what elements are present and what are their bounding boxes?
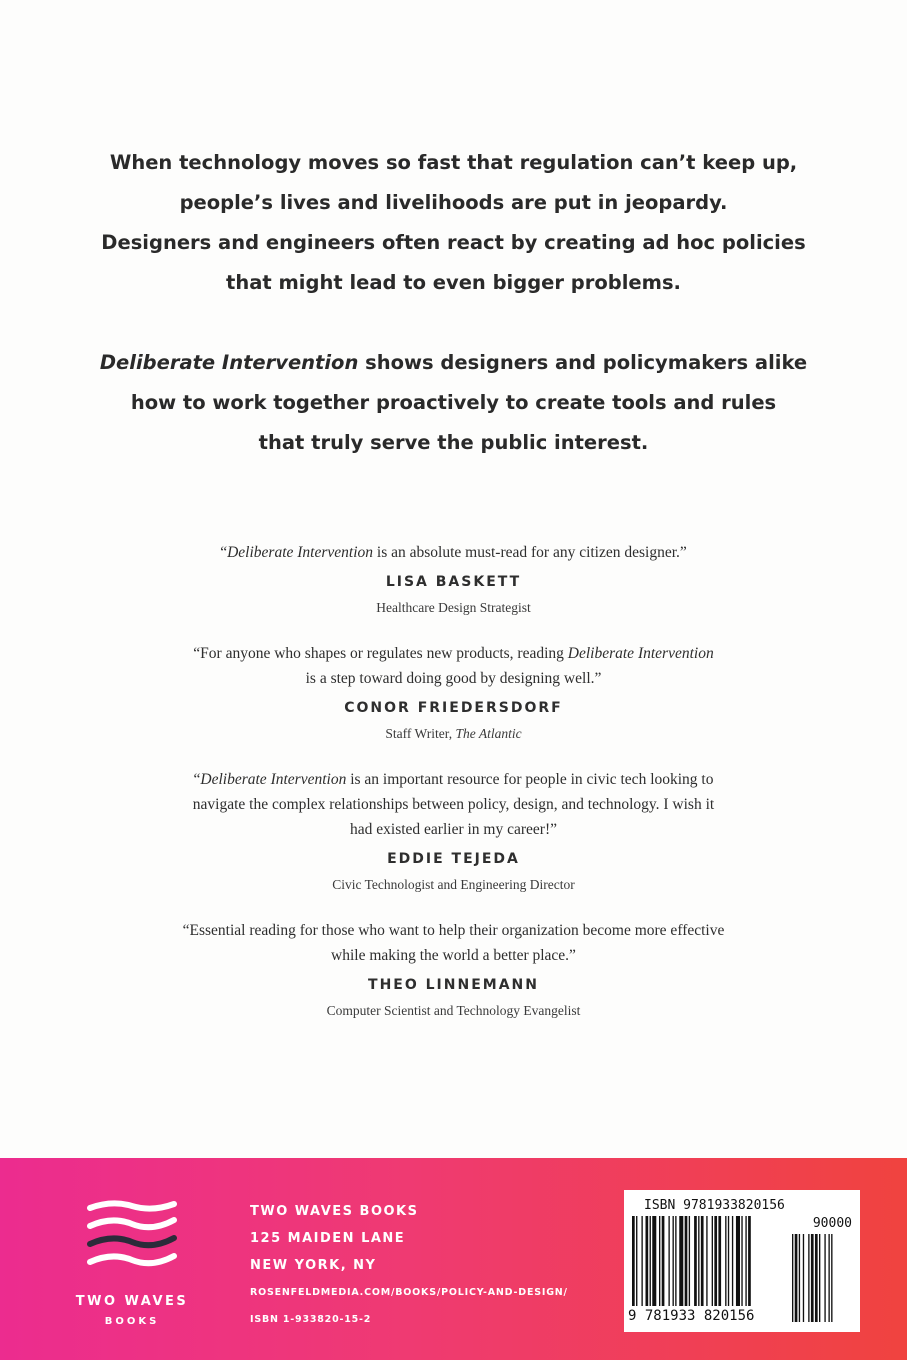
testimonial-author: EDDIE TEJEDA <box>387 851 520 867</box>
barcode-addon-bar <box>795 1234 798 1322</box>
description-paragraph-1 <box>0 143 907 303</box>
testimonial <box>0 918 907 1020</box>
testimonial-role: Civic Technologist and Engineering Director <box>332 877 575 892</box>
book-title: Deliberate Intervention <box>227 544 374 561</box>
description-line-rest: shows designers and policymakers alike <box>358 351 808 374</box>
barcode-bar <box>741 1216 742 1306</box>
testimonial-quote: “For anyone who shapes or regulates new products, reading Deliberate Intervention is a step toward doing good by designing well.” <box>193 645 714 687</box>
barcode-isbn: ISBN 9781933820156 <box>644 1198 785 1213</box>
description-line: When technology moves so fast that regulation can’t keep up, <box>109 151 798 174</box>
barcode-bar <box>712 1216 713 1306</box>
isbn-short: ISBN 1-933820-15-2 <box>250 1314 372 1325</box>
barcode-bar <box>662 1216 665 1306</box>
barcode-addon-bar <box>808 1234 809 1322</box>
description-line: Designers and engineers often react by creating ad hoc policies <box>101 231 806 254</box>
barcode-bar <box>714 1216 717 1306</box>
testimonial <box>0 767 907 894</box>
barcode-bar <box>675 1216 676 1306</box>
barcode-addon-bar <box>803 1234 804 1322</box>
isbn-barcode <box>624 1190 860 1332</box>
publisher-name: TWO WAVES BOOKS <box>250 1204 419 1219</box>
barcode-addon-bar <box>792 1234 793 1322</box>
barcode-bar <box>718 1216 721 1306</box>
description-line: that might lead to even bigger problems. <box>226 271 681 294</box>
barcode-digits: 9 781933 820156 <box>628 1308 755 1324</box>
testimonial <box>0 540 907 617</box>
barcode-bar <box>694 1216 697 1306</box>
barcode-bar <box>701 1216 704 1306</box>
barcode-addon: 90000 <box>812 1216 852 1231</box>
testimonial-role: Staff Writer, The Atlantic <box>385 726 522 741</box>
barcode-addon-bar <box>824 1234 825 1322</box>
barcode-bar <box>668 1216 669 1306</box>
publisher-info <box>250 1198 568 1333</box>
book-title: Deliberate Intervention <box>99 351 359 374</box>
testimonial-author: THEO LINNEMANN <box>368 977 539 993</box>
testimonial-role: Computer Scientist and Technology Evangelist <box>326 1003 581 1018</box>
testimonial-quote: “Deliberate Intervention is an important resource for people in civic tech looking to navigate the complex relationships between policy, design, and technology. I wish it had existed earlier in my career!” <box>192 771 715 838</box>
book-title: Deliberate Intervention <box>567 645 714 662</box>
barcode-bar <box>698 1216 699 1306</box>
barcode-bar <box>673 1216 674 1306</box>
barcode-bar <box>650 1216 651 1306</box>
barcode-bar <box>679 1216 683 1306</box>
barcode-addon-bar <box>799 1234 800 1322</box>
barcode-addon-bar <box>811 1234 814 1322</box>
barcode-bar <box>736 1216 740 1306</box>
waves-icon <box>62 1198 202 1288</box>
barcode-bar <box>745 1216 746 1306</box>
barcode-addon-bar <box>828 1234 829 1322</box>
publisher-address-1: 125 MAIDEN LANE <box>250 1231 406 1246</box>
barcode-bar <box>725 1216 726 1306</box>
barcode-bar <box>689 1216 690 1306</box>
two-waves-logo <box>62 1198 202 1348</box>
testimonial-quote: “Deliberate Intervention is an absolute must-read for any citizen designer.” <box>220 544 687 561</box>
testimonial-author: CONOR FRIEDERSDORF <box>344 700 563 716</box>
barcode-bar <box>728 1216 729 1306</box>
logo-subtitle: BOOKS <box>104 1316 160 1327</box>
barcode-bar <box>706 1216 707 1306</box>
testimonial <box>0 641 907 743</box>
barcode-bar <box>748 1216 751 1306</box>
testimonials <box>0 540 907 1044</box>
publication-title: The Atlantic <box>455 726 522 741</box>
testimonial-role: Healthcare Design Strategist <box>376 600 531 615</box>
barcode-bar <box>646 1216 649 1306</box>
testimonial-quote: “Essential reading for those who want to help their organization become more effective while making the world a better place.” <box>182 922 725 964</box>
barcode-bar <box>659 1216 660 1306</box>
barcode-addon-bar <box>819 1234 820 1322</box>
barcode-addon-bar <box>831 1234 832 1322</box>
barcode-addon-bar <box>815 1234 818 1322</box>
barcode-bar <box>685 1216 688 1306</box>
barcode-bar <box>632 1216 635 1306</box>
description-line: how to work together proactively to create tools and rules <box>130 391 777 414</box>
barcode-bar <box>641 1216 642 1306</box>
book-title: Deliberate Intervention <box>200 771 347 788</box>
description-line: that truly serve the public interest. <box>258 431 649 454</box>
description-line <box>0 343 907 383</box>
barcode-bar <box>732 1216 733 1306</box>
barcode-bar <box>652 1216 656 1306</box>
testimonial-author: LISA BASKETT <box>385 574 522 590</box>
publisher-url[interactable]: ROSENFELDMEDIA.COM/BOOKS/POLICY-AND-DESIGN/ <box>250 1287 568 1298</box>
logo-wordmark: TWO WAVES <box>75 1294 189 1309</box>
publisher-footer <box>0 1158 907 1360</box>
publisher-address-2: NEW YORK, NY <box>250 1258 377 1273</box>
description-line: people’s lives and livelihoods are put in jeopardy. <box>179 191 728 214</box>
barcode-bar <box>636 1216 637 1306</box>
description-paragraph-2 <box>0 343 907 463</box>
